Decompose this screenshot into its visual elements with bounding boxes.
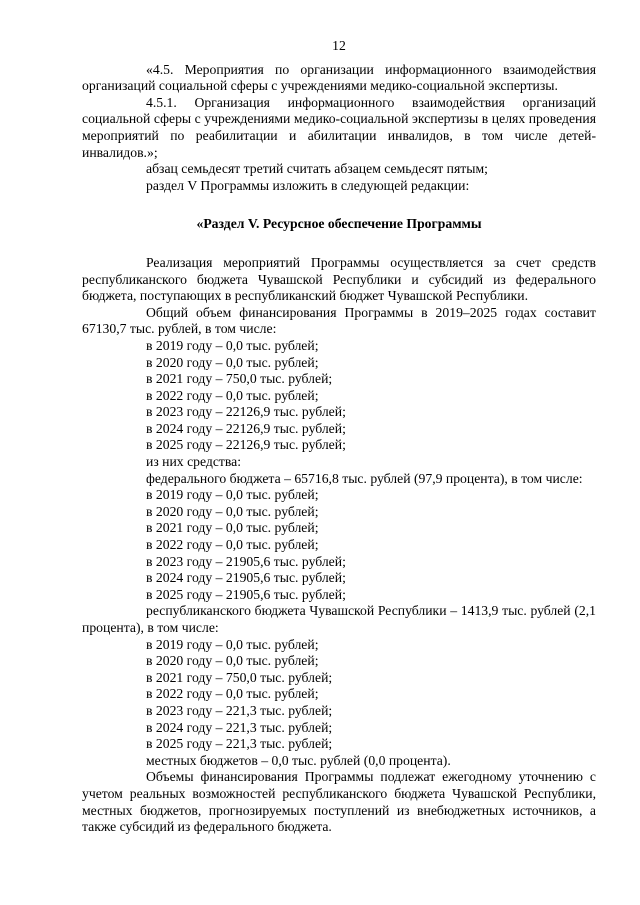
list-item: в 2021 году – 750,0 тыс. рублей;: [146, 371, 333, 387]
list-item: в 2025 году – 21905,6 тыс. рублей;: [146, 586, 346, 602]
list-item: в 2020 году – 0,0 тыс. рублей;: [146, 653, 319, 669]
list-item: в 2022 году – 0,0 тыс. рублей;: [146, 537, 319, 553]
list-item: в 2025 году – 22126,9 тыс. рублей;: [146, 437, 346, 453]
list-item: в 2023 году – 22126,9 тыс. рублей;: [146, 404, 346, 420]
list-item: в 2024 году – 221,3 тыс. рублей;: [146, 719, 333, 735]
republic-years-list: [82, 637, 596, 753]
paragraph-total-funding: Общий объем финансирования Программы в 2019–2025 годах составит 67130,7 тыс. рублей, в том числе:: [82, 304, 596, 337]
paragraph-closing: Объемы финансирования Программы подлежат ежегодному уточнению с учетом реальных возможностей республиканского бюджета Чувашской Республики, местных бюджетов, прогнозируемых поступлений из внебюджетных источников, а также субсидий из федерального бюджета.: [82, 769, 596, 835]
document-page: [82, 38, 596, 836]
federal-years-list: [82, 487, 596, 603]
paragraph-4-5-1: 4.5.1. Организация информационного взаимодействия организаций социальной сферы с учреждениями медико-социальной экспертизы в целях проведения мероприятий по реабилитации и абилитации инвалидов, в том числе детей-инвалидов.»;: [82, 94, 596, 160]
total-years-list: [82, 338, 596, 454]
list-item: в 2023 году – 21905,6 тыс. рублей;: [146, 553, 346, 569]
list-item: в 2019 году – 0,0 тыс. рублей;: [146, 636, 319, 652]
paragraph-funding-sources: Реализация мероприятий Программы осуществляется за счет средств республиканского бюджета Чувашской Республики и субсидий из федерального бюджета, поступающих в республиканский бюджет Чувашской Республики.: [82, 254, 596, 304]
list-item: в 2021 году – 0,0 тыс. рублей;: [146, 520, 319, 536]
list-item: в 2022 году – 0,0 тыс. рублей;: [146, 686, 319, 702]
list-item: в 2020 году – 0,0 тыс. рублей;: [146, 354, 319, 370]
paragraph-federal-budget: федерального бюджета – 65716,8 тыс. рублей (97,9 процента), в том числе:: [146, 470, 583, 486]
list-item: в 2019 году – 0,0 тыс. рублей;: [146, 337, 319, 353]
list-item: в 2023 году – 221,3 тыс. рублей;: [146, 702, 333, 718]
paragraph-republic-budget: республиканского бюджета Чувашской Республики – 1413,9 тыс. рублей (2,1 процента), в том числе:: [82, 603, 596, 635]
paragraph-section-v-intro: раздел V Программы изложить в следующей редакции:: [146, 177, 470, 193]
list-item: в 2024 году – 21905,6 тыс. рублей;: [146, 570, 346, 586]
paragraph-of-which: из них средства:: [146, 454, 242, 470]
paragraph-4-5: «4.5. Мероприятия по организации информационного взаимодействия организаций социальной сферы с учреждениями медико-социальной экспертизы.: [82, 61, 596, 94]
list-item: в 2019 году – 0,0 тыс. рублей;: [146, 487, 319, 503]
section-title: «Раздел V. Ресурсное обеспечение Программы: [196, 216, 482, 232]
list-item: в 2025 году – 221,3 тыс. рублей;: [146, 736, 333, 752]
list-item: в 2022 году – 0,0 тыс. рублей;: [146, 387, 319, 403]
paragraph-renumber: абзац семьдесят третий считать абзацем семьдесят пятым;: [146, 161, 488, 177]
list-item: в 2021 году – 750,0 тыс. рублей;: [146, 669, 333, 685]
list-item: в 2020 году – 0,0 тыс. рублей;: [146, 503, 319, 519]
list-item: в 2024 году – 22126,9 тыс. рублей;: [146, 420, 346, 436]
paragraph-local-budgets: местных бюджетов – 0,0 тыс. рублей (0,0 процента).: [146, 752, 451, 768]
page-number: 12: [332, 38, 346, 53]
